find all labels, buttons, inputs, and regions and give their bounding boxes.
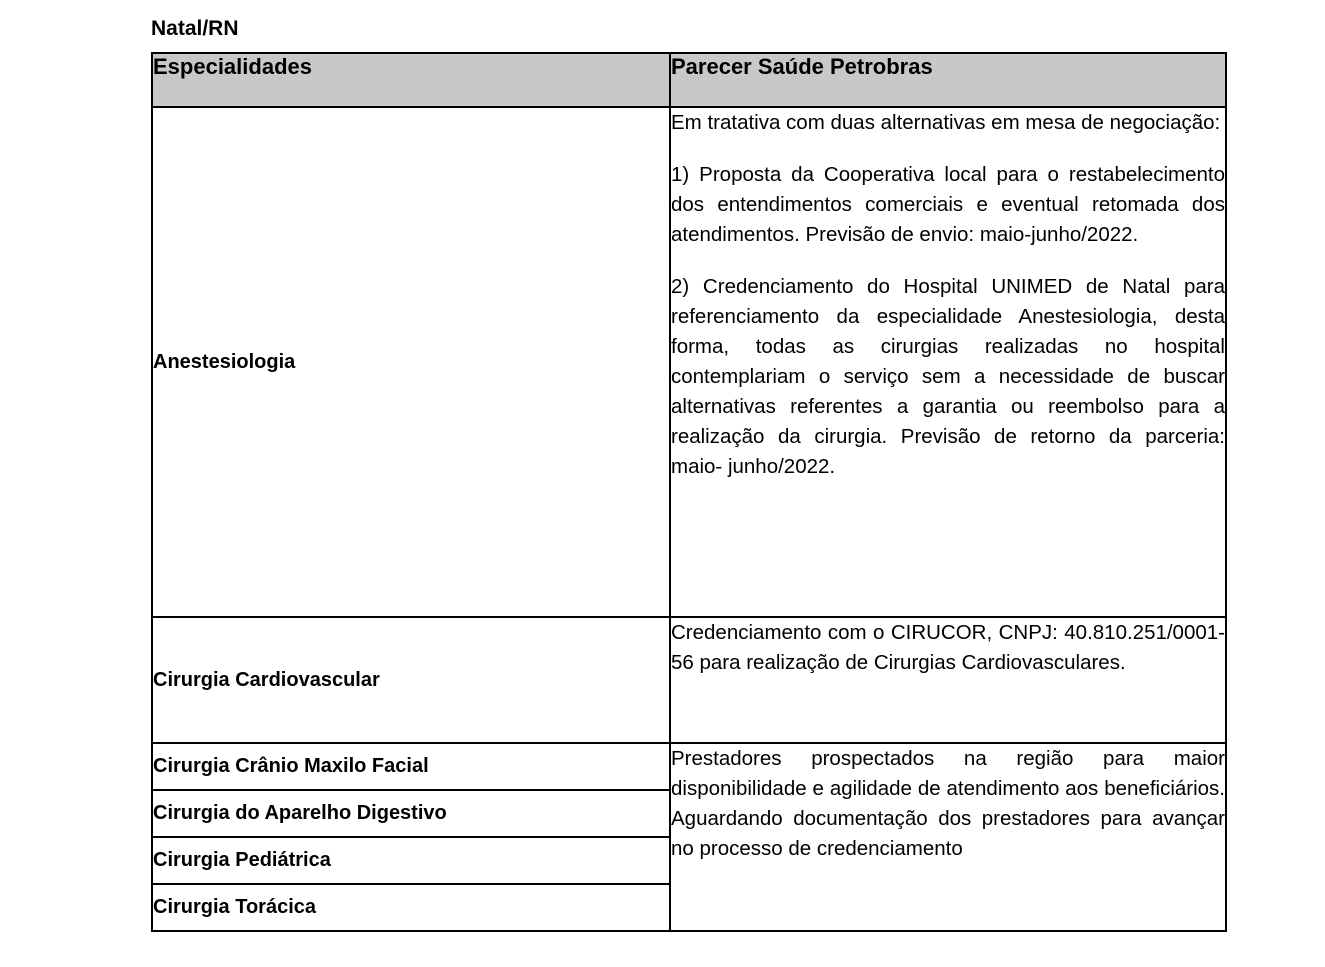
specialty-cell: Anestesiologia: [152, 107, 670, 617]
specialty-cell: Cirurgia do Aparelho Digestivo: [152, 790, 670, 837]
column-header-opinion: Parecer Saúde Petrobras: [670, 53, 1226, 107]
opinion-paragraph: 1) Proposta da Cooperativa local para o restabelecimento dos entendimentos comerciais e eventual retomada dos atendimentos. Previsão de envio: maio-junho/2022.: [671, 163, 1225, 246]
opinion-paragraph: Em tratativa com duas alternativas em mesa de negociação:: [671, 111, 1221, 134]
table-row: [152, 107, 1226, 617]
opinion-cell: [670, 743, 1226, 931]
specialty-cell: Cirurgia Torácica: [152, 884, 670, 931]
specialty-cell: Cirurgia Cardiovascular: [152, 617, 670, 743]
opinion-paragraph: Prestadores prospectados na região para maior disponibilidade e agilidade de atendimento aos beneficiários. Aguardando documentação dos prestadores para avançar no processo de credenciamento: [671, 747, 1225, 860]
opinion-cell: [670, 107, 1226, 617]
table-row: [152, 617, 1226, 743]
page-title: Natal/RN: [151, 17, 239, 40]
opinion-paragraph: 2) Credenciamento do Hospital UNIMED de Natal para referenciamento da especialidade Anestesiologia, desta forma, todas as cirurgias realizadas no hospital contemplariam o serviço sem a necessidade de buscar alternativas referentes a garantia ou reembolso para a realização da cirurgia. Previsão de retorno da parceria: maio- junho/2022.: [671, 275, 1225, 478]
table-header-row: [152, 53, 1226, 107]
specialties-table: [151, 52, 1227, 932]
table-row: [152, 743, 1226, 790]
table-body: [152, 107, 1226, 931]
opinion-paragraph: Credenciamento com o CIRUCOR, CNPJ: 40.810.251/0001-56 para realização de Cirurgias Cardiovasculares.: [671, 621, 1225, 674]
column-header-specialties: Especialidades: [152, 53, 670, 107]
table-header: [152, 53, 1226, 107]
specialty-cell: Cirurgia Pediátrica: [152, 837, 670, 884]
specialty-cell: Cirurgia Crânio Maxilo Facial: [152, 743, 670, 790]
opinion-cell: [670, 617, 1226, 743]
